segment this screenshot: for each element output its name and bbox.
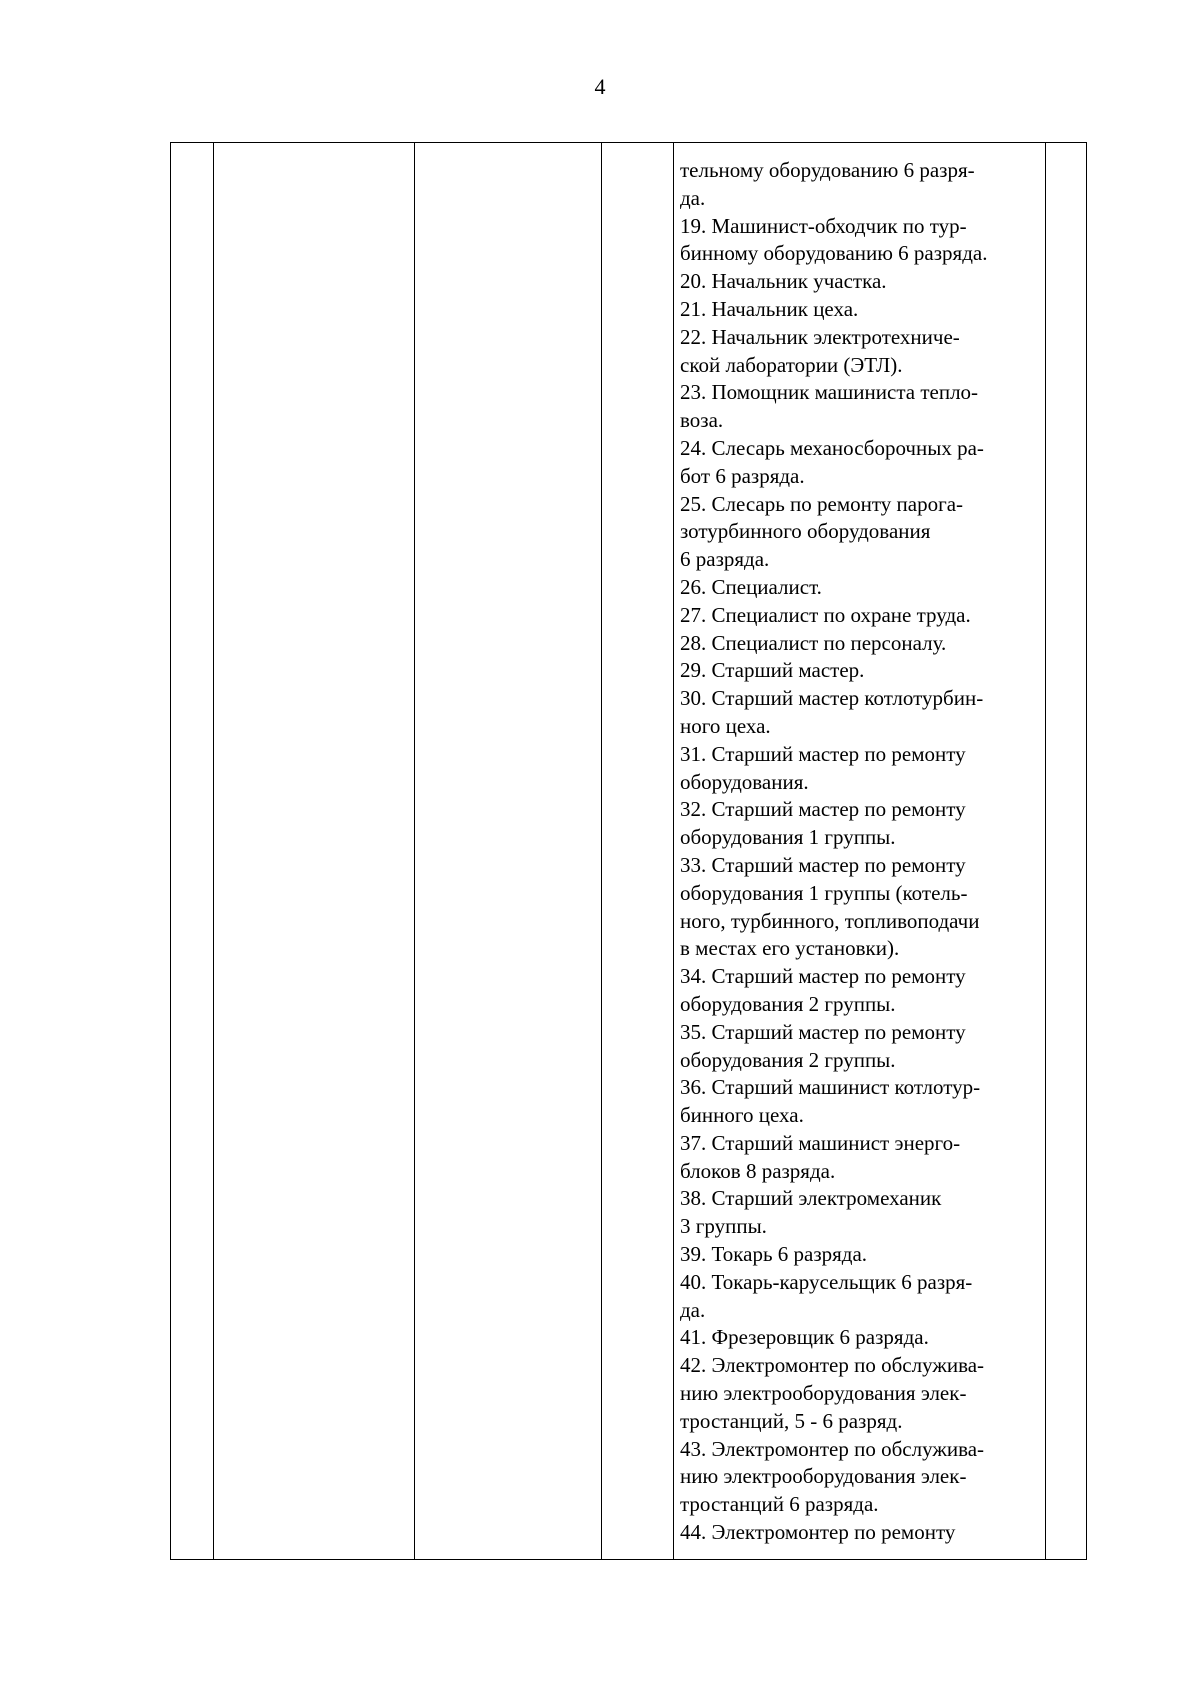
cell-line: тельному оборудованию 6 разря- — [680, 158, 975, 182]
column-divider — [673, 143, 674, 1559]
cell-line: 29. Старший мастер. — [680, 658, 865, 683]
cell-line: 20. Начальник участка. — [680, 269, 887, 294]
column-divider — [414, 143, 415, 1559]
cell-line: тростанций 6 разряда. — [680, 1492, 879, 1517]
cell-line: воза. — [680, 408, 724, 433]
positions-list-cell — [680, 157, 1040, 1547]
cell-line: ного цеха. — [680, 713, 771, 738]
cell-line: 23. Помощник машиниста тепло- — [680, 380, 979, 405]
cell-line: 19. Машинист-обходчик по тур- — [680, 213, 967, 238]
cell-line: ской лаборатории (ЭТЛ). — [680, 352, 903, 377]
column-divider — [601, 143, 602, 1559]
cell-line: оборудования. — [680, 769, 809, 794]
cell-line: в местах его установки). — [680, 936, 900, 961]
cell-line: да. — [680, 185, 706, 210]
cell-line: 36. Старший машинист котлотур- — [680, 1075, 981, 1100]
cell-line: 44. Электромонтер по ремонту — [680, 1520, 956, 1545]
cell-line: 28. Специалист по персоналу. — [680, 630, 947, 655]
cell-line: 43. Электромонтер по обслужива- — [680, 1436, 985, 1461]
cell-line: 22. Начальник электротехниче- — [680, 324, 960, 349]
cell-line: тростанций, 5 - 6 разряд. — [680, 1408, 903, 1433]
cell-line: оборудования 1 группы (котель- — [680, 880, 968, 905]
cell-line: 39. Токарь 6 разряда. — [680, 1242, 868, 1267]
cell-line: нию электрооборудования элек- — [680, 1464, 967, 1489]
cell-line: 32. Старший мастер по ремонту — [680, 797, 966, 822]
cell-line: 41. Фрезеровщик 6 разряда. — [680, 1325, 929, 1350]
cell-line: 34. Старший мастер по ремонту — [680, 964, 966, 989]
cell-line: блоков 8 разряда. — [680, 1158, 836, 1183]
cell-line: 33. Старший мастер по ремонту — [680, 852, 966, 877]
cell-line: оборудования 2 группы. — [680, 991, 896, 1016]
cell-line: 30. Старший мастер котлотурбин- — [680, 686, 984, 711]
cell-line: 25. Слесарь по ремонту парога- — [680, 491, 964, 516]
cell-line: оборудования 1 группы. — [680, 825, 896, 850]
cell-line: 3 группы. — [680, 1214, 767, 1239]
cell-line: да. — [680, 1297, 706, 1322]
page-number: 4 — [594, 74, 606, 99]
cell-line: 21. Начальник цеха. — [680, 296, 859, 321]
cell-line: 26. Специалист. — [680, 574, 822, 599]
column-divider — [213, 143, 214, 1559]
cell-line: бот 6 разряда. — [680, 463, 805, 488]
cell-line: 42. Электромонтер по обслужива- — [680, 1353, 985, 1378]
document-table — [170, 142, 1087, 1560]
cell-line: нию электрооборудования элек- — [680, 1381, 967, 1406]
column-divider — [1045, 143, 1046, 1559]
cell-line: 38. Старший электромеханик — [680, 1186, 942, 1211]
cell-line: 35. Старший мастер по ремонту — [680, 1019, 966, 1044]
cell-line: 37. Старший машинист энерго- — [680, 1130, 961, 1155]
cell-line: бинному оборудованию 6 разряда. — [680, 241, 988, 266]
cell-line: зотурбинного оборудования — [680, 519, 931, 544]
cell-line: 40. Токарь-карусельщик 6 разря- — [680, 1269, 973, 1294]
cell-line: 31. Старший мастер по ремонту — [680, 741, 966, 766]
cell-line: ного, турбинного, топливоподачи — [680, 908, 980, 933]
cell-line: 27. Специалист по охране труда. — [680, 602, 971, 627]
cell-line: 24. Слесарь механосборочных ра- — [680, 435, 984, 460]
cell-line: 6 разряда. — [680, 547, 770, 572]
cell-line: бинного цеха. — [680, 1103, 804, 1128]
cell-line: оборудования 2 группы. — [680, 1047, 896, 1072]
